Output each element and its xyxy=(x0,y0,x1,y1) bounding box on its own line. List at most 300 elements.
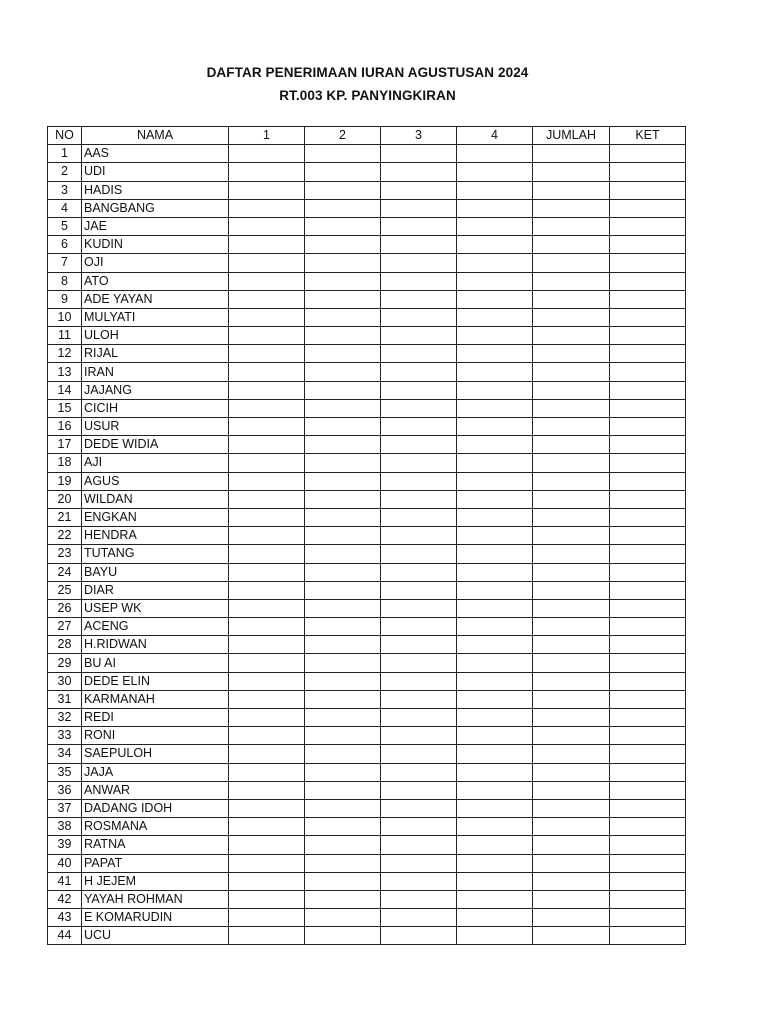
row-number: 25 xyxy=(48,581,82,599)
row-number: 2 xyxy=(48,163,82,181)
cell-week-3 xyxy=(381,527,457,545)
cell-ket xyxy=(610,527,686,545)
row-name: BAYU xyxy=(82,563,229,581)
row-number: 34 xyxy=(48,745,82,763)
cell-week-1 xyxy=(229,399,305,417)
row-number: 13 xyxy=(48,363,82,381)
row-number: 31 xyxy=(48,690,82,708)
table-row xyxy=(48,418,686,436)
cell-week-3 xyxy=(381,745,457,763)
cell-week-4 xyxy=(457,745,533,763)
cell-week-3 xyxy=(381,690,457,708)
cell-week-1 xyxy=(229,727,305,745)
row-number: 11 xyxy=(48,327,82,345)
row-number: 10 xyxy=(48,308,82,326)
cell-week-3 xyxy=(381,181,457,199)
row-name: PAPAT xyxy=(82,854,229,872)
row-number: 23 xyxy=(48,545,82,563)
cell-week-2 xyxy=(305,854,381,872)
cell-week-3 xyxy=(381,436,457,454)
cell-week-2 xyxy=(305,836,381,854)
cell-jumlah xyxy=(533,836,610,854)
cell-week-3 xyxy=(381,508,457,526)
row-name: CICIH xyxy=(82,399,229,417)
cell-week-4 xyxy=(457,327,533,345)
cell-week-3 xyxy=(381,727,457,745)
cell-week-2 xyxy=(305,890,381,908)
cell-week-3 xyxy=(381,381,457,399)
cell-ket xyxy=(610,563,686,581)
cell-week-2 xyxy=(305,927,381,945)
cell-jumlah xyxy=(533,290,610,308)
cell-week-1 xyxy=(229,199,305,217)
table-row xyxy=(48,436,686,454)
cell-week-1 xyxy=(229,418,305,436)
cell-ket xyxy=(610,654,686,672)
cell-week-2 xyxy=(305,654,381,672)
cell-week-1 xyxy=(229,236,305,254)
cell-week-3 xyxy=(381,781,457,799)
cell-week-4 xyxy=(457,763,533,781)
cell-week-1 xyxy=(229,272,305,290)
cell-week-2 xyxy=(305,272,381,290)
cell-week-1 xyxy=(229,781,305,799)
cell-week-2 xyxy=(305,163,381,181)
row-number: 27 xyxy=(48,618,82,636)
cell-week-2 xyxy=(305,236,381,254)
cell-week-1 xyxy=(229,854,305,872)
cell-week-4 xyxy=(457,454,533,472)
cell-week-4 xyxy=(457,636,533,654)
cell-week-2 xyxy=(305,799,381,817)
cell-week-2 xyxy=(305,872,381,890)
cell-week-4 xyxy=(457,781,533,799)
row-number: 30 xyxy=(48,672,82,690)
cell-week-4 xyxy=(457,490,533,508)
cell-ket xyxy=(610,836,686,854)
cell-week-1 xyxy=(229,217,305,235)
row-name: E KOMARUDIN xyxy=(82,909,229,927)
cell-week-2 xyxy=(305,727,381,745)
row-number: 16 xyxy=(48,418,82,436)
row-number: 15 xyxy=(48,399,82,417)
row-name: UCU xyxy=(82,927,229,945)
cell-week-1 xyxy=(229,490,305,508)
cell-week-4 xyxy=(457,690,533,708)
row-number: 39 xyxy=(48,836,82,854)
row-number: 36 xyxy=(48,781,82,799)
cell-ket xyxy=(610,272,686,290)
cell-week-4 xyxy=(457,217,533,235)
cell-week-1 xyxy=(229,327,305,345)
cell-week-2 xyxy=(305,436,381,454)
cell-week-4 xyxy=(457,563,533,581)
table-row xyxy=(48,163,686,181)
cell-week-3 xyxy=(381,672,457,690)
table-row xyxy=(48,254,686,272)
cell-week-1 xyxy=(229,290,305,308)
cell-week-2 xyxy=(305,381,381,399)
row-name: ANWAR xyxy=(82,781,229,799)
table-row xyxy=(48,745,686,763)
row-number: 14 xyxy=(48,381,82,399)
cell-week-2 xyxy=(305,181,381,199)
cell-week-3 xyxy=(381,545,457,563)
cell-ket xyxy=(610,308,686,326)
cell-ket xyxy=(610,745,686,763)
cell-ket xyxy=(610,581,686,599)
cell-ket xyxy=(610,709,686,727)
cell-week-4 xyxy=(457,709,533,727)
table-row xyxy=(48,217,686,235)
table-row xyxy=(48,545,686,563)
table-row xyxy=(48,308,686,326)
cell-ket xyxy=(610,363,686,381)
table-header-row xyxy=(48,127,686,145)
row-number: 9 xyxy=(48,290,82,308)
row-name: RATNA xyxy=(82,836,229,854)
row-number: 6 xyxy=(48,236,82,254)
cell-week-2 xyxy=(305,636,381,654)
cell-jumlah xyxy=(533,472,610,490)
cell-jumlah xyxy=(533,709,610,727)
cell-week-3 xyxy=(381,872,457,890)
cell-jumlah xyxy=(533,727,610,745)
cell-week-2 xyxy=(305,290,381,308)
cell-week-4 xyxy=(457,472,533,490)
row-number: 40 xyxy=(48,854,82,872)
cell-ket xyxy=(610,327,686,345)
cell-week-1 xyxy=(229,672,305,690)
row-number: 17 xyxy=(48,436,82,454)
table-row xyxy=(48,490,686,508)
cell-ket xyxy=(610,345,686,363)
cell-week-3 xyxy=(381,799,457,817)
cell-week-4 xyxy=(457,308,533,326)
cell-week-1 xyxy=(229,799,305,817)
cell-week-2 xyxy=(305,672,381,690)
table-row xyxy=(48,272,686,290)
table-row xyxy=(48,563,686,581)
cell-ket xyxy=(610,799,686,817)
cell-week-3 xyxy=(381,236,457,254)
cell-jumlah xyxy=(533,272,610,290)
cell-week-4 xyxy=(457,927,533,945)
table-row xyxy=(48,799,686,817)
cell-week-3 xyxy=(381,709,457,727)
cell-week-2 xyxy=(305,490,381,508)
cell-week-1 xyxy=(229,745,305,763)
cell-week-4 xyxy=(457,418,533,436)
cell-week-1 xyxy=(229,581,305,599)
cell-ket xyxy=(610,854,686,872)
cell-ket xyxy=(610,381,686,399)
cell-jumlah xyxy=(533,254,610,272)
row-number: 1 xyxy=(48,145,82,163)
row-name: HADIS xyxy=(82,181,229,199)
cell-week-4 xyxy=(457,181,533,199)
row-number: 29 xyxy=(48,654,82,672)
row-name: HENDRA xyxy=(82,527,229,545)
table-row xyxy=(48,690,686,708)
table-row xyxy=(48,581,686,599)
cell-week-4 xyxy=(457,527,533,545)
cell-week-1 xyxy=(229,890,305,908)
cell-week-3 xyxy=(381,199,457,217)
row-name: USUR xyxy=(82,418,229,436)
cell-week-2 xyxy=(305,745,381,763)
row-number: 38 xyxy=(48,818,82,836)
table-row xyxy=(48,290,686,308)
cell-week-3 xyxy=(381,163,457,181)
row-name: JAJANG xyxy=(82,381,229,399)
cell-week-4 xyxy=(457,672,533,690)
cell-week-1 xyxy=(229,381,305,399)
cell-week-3 xyxy=(381,654,457,672)
cell-week-4 xyxy=(457,236,533,254)
cell-week-3 xyxy=(381,327,457,345)
cell-jumlah xyxy=(533,745,610,763)
table-row xyxy=(48,854,686,872)
row-number: 35 xyxy=(48,763,82,781)
cell-ket xyxy=(610,781,686,799)
cell-ket xyxy=(610,763,686,781)
table-row xyxy=(48,836,686,854)
row-name: ROSMANA xyxy=(82,818,229,836)
cell-week-3 xyxy=(381,454,457,472)
table-row xyxy=(48,145,686,163)
row-number: 5 xyxy=(48,217,82,235)
cell-week-3 xyxy=(381,145,457,163)
cell-week-4 xyxy=(457,581,533,599)
cell-week-1 xyxy=(229,618,305,636)
cell-week-1 xyxy=(229,145,305,163)
cell-week-1 xyxy=(229,254,305,272)
cell-week-4 xyxy=(457,508,533,526)
cell-ket xyxy=(610,927,686,945)
cell-week-1 xyxy=(229,345,305,363)
cell-week-4 xyxy=(457,290,533,308)
cell-jumlah xyxy=(533,909,610,927)
cell-jumlah xyxy=(533,381,610,399)
cell-week-1 xyxy=(229,545,305,563)
cell-ket xyxy=(610,599,686,617)
cell-jumlah xyxy=(533,690,610,708)
cell-jumlah xyxy=(533,436,610,454)
cell-week-1 xyxy=(229,163,305,181)
cell-week-1 xyxy=(229,563,305,581)
header-week-4: 4 xyxy=(457,127,533,145)
row-number: 41 xyxy=(48,872,82,890)
row-name: RONI xyxy=(82,727,229,745)
cell-week-1 xyxy=(229,909,305,927)
row-name: DEDE ELIN xyxy=(82,672,229,690)
row-name: JAJA xyxy=(82,763,229,781)
table-row xyxy=(48,181,686,199)
cell-week-3 xyxy=(381,254,457,272)
row-name: TUTANG xyxy=(82,545,229,563)
table-row xyxy=(48,399,686,417)
cell-jumlah xyxy=(533,872,610,890)
cell-week-4 xyxy=(457,836,533,854)
cell-week-4 xyxy=(457,436,533,454)
row-name: DADANG IDOH xyxy=(82,799,229,817)
cell-week-4 xyxy=(457,818,533,836)
row-number: 18 xyxy=(48,454,82,472)
cell-week-3 xyxy=(381,927,457,945)
cell-week-2 xyxy=(305,563,381,581)
cell-week-3 xyxy=(381,599,457,617)
cell-ket xyxy=(610,818,686,836)
row-number: 37 xyxy=(48,799,82,817)
cell-jumlah xyxy=(533,399,610,417)
cell-jumlah xyxy=(533,490,610,508)
table-row xyxy=(48,236,686,254)
cell-jumlah xyxy=(533,527,610,545)
table-row xyxy=(48,636,686,654)
cell-jumlah xyxy=(533,363,610,381)
row-name: KUDIN xyxy=(82,236,229,254)
header-ket: KET xyxy=(610,127,686,145)
cell-week-2 xyxy=(305,763,381,781)
cell-jumlah xyxy=(533,308,610,326)
cell-ket xyxy=(610,727,686,745)
cell-week-3 xyxy=(381,836,457,854)
cell-week-2 xyxy=(305,909,381,927)
header-week-3: 3 xyxy=(381,127,457,145)
row-name: ULOH xyxy=(82,327,229,345)
table-row xyxy=(48,709,686,727)
cell-ket xyxy=(610,490,686,508)
cell-ket xyxy=(610,418,686,436)
cell-week-2 xyxy=(305,599,381,617)
cell-week-4 xyxy=(457,163,533,181)
row-number: 24 xyxy=(48,563,82,581)
row-name: ADE YAYAN xyxy=(82,290,229,308)
cell-ket xyxy=(610,436,686,454)
cell-week-2 xyxy=(305,454,381,472)
cell-ket xyxy=(610,909,686,927)
table-row xyxy=(48,872,686,890)
row-name: OJI xyxy=(82,254,229,272)
row-name: ATO xyxy=(82,272,229,290)
cell-week-2 xyxy=(305,145,381,163)
row-name: AAS xyxy=(82,145,229,163)
cell-jumlah xyxy=(533,199,610,217)
cell-ket xyxy=(610,290,686,308)
cell-week-4 xyxy=(457,909,533,927)
row-name: BANGBANG xyxy=(82,199,229,217)
document-title: DAFTAR PENERIMAAN IURAN AGUSTUSAN 2024 xyxy=(206,65,529,80)
row-number: 7 xyxy=(48,254,82,272)
cell-ket xyxy=(610,236,686,254)
row-name: ENGKAN xyxy=(82,508,229,526)
row-name: ACENG xyxy=(82,618,229,636)
cell-week-2 xyxy=(305,618,381,636)
table-row xyxy=(48,199,686,217)
cell-week-1 xyxy=(229,181,305,199)
cell-week-1 xyxy=(229,763,305,781)
cell-jumlah xyxy=(533,545,610,563)
row-number: 32 xyxy=(48,709,82,727)
cell-week-1 xyxy=(229,818,305,836)
cell-week-3 xyxy=(381,363,457,381)
cell-week-3 xyxy=(381,272,457,290)
cell-week-3 xyxy=(381,618,457,636)
cell-ket xyxy=(610,217,686,235)
cell-week-4 xyxy=(457,799,533,817)
row-name: H JEJEM xyxy=(82,872,229,890)
cell-week-4 xyxy=(457,890,533,908)
cell-ket xyxy=(610,890,686,908)
table-row xyxy=(48,618,686,636)
cell-jumlah xyxy=(533,890,610,908)
cell-week-1 xyxy=(229,363,305,381)
cell-jumlah xyxy=(533,181,610,199)
cell-week-2 xyxy=(305,217,381,235)
row-name: DEDE WIDIA xyxy=(82,436,229,454)
row-number: 4 xyxy=(48,199,82,217)
cell-week-2 xyxy=(305,818,381,836)
header-no: NO xyxy=(48,127,82,145)
cell-week-4 xyxy=(457,272,533,290)
table-row xyxy=(48,763,686,781)
table-row xyxy=(48,508,686,526)
cell-week-1 xyxy=(229,690,305,708)
cell-week-4 xyxy=(457,654,533,672)
iuran-table xyxy=(47,126,686,945)
table-row xyxy=(48,599,686,617)
cell-week-3 xyxy=(381,581,457,599)
row-name: YAYAH ROHMAN xyxy=(82,890,229,908)
cell-jumlah xyxy=(533,763,610,781)
cell-week-4 xyxy=(457,854,533,872)
cell-week-2 xyxy=(305,527,381,545)
table-row xyxy=(48,927,686,945)
row-name: H.RIDWAN xyxy=(82,636,229,654)
cell-ket xyxy=(610,472,686,490)
cell-week-3 xyxy=(381,490,457,508)
cell-week-2 xyxy=(305,363,381,381)
cell-week-3 xyxy=(381,890,457,908)
table-row xyxy=(48,672,686,690)
cell-week-3 xyxy=(381,308,457,326)
cell-jumlah xyxy=(533,563,610,581)
cell-week-1 xyxy=(229,654,305,672)
row-number: 22 xyxy=(48,527,82,545)
cell-week-4 xyxy=(457,399,533,417)
row-number: 20 xyxy=(48,490,82,508)
row-number: 44 xyxy=(48,927,82,945)
cell-week-3 xyxy=(381,818,457,836)
cell-week-2 xyxy=(305,327,381,345)
cell-week-4 xyxy=(457,381,533,399)
row-number: 21 xyxy=(48,508,82,526)
row-name: USEP WK xyxy=(82,599,229,617)
cell-week-3 xyxy=(381,399,457,417)
cell-week-3 xyxy=(381,563,457,581)
row-number: 43 xyxy=(48,909,82,927)
cell-week-4 xyxy=(457,145,533,163)
cell-jumlah xyxy=(533,145,610,163)
cell-week-3 xyxy=(381,854,457,872)
cell-ket xyxy=(610,508,686,526)
cell-week-1 xyxy=(229,454,305,472)
cell-jumlah xyxy=(533,327,610,345)
cell-week-2 xyxy=(305,199,381,217)
cell-week-2 xyxy=(305,472,381,490)
cell-week-2 xyxy=(305,308,381,326)
